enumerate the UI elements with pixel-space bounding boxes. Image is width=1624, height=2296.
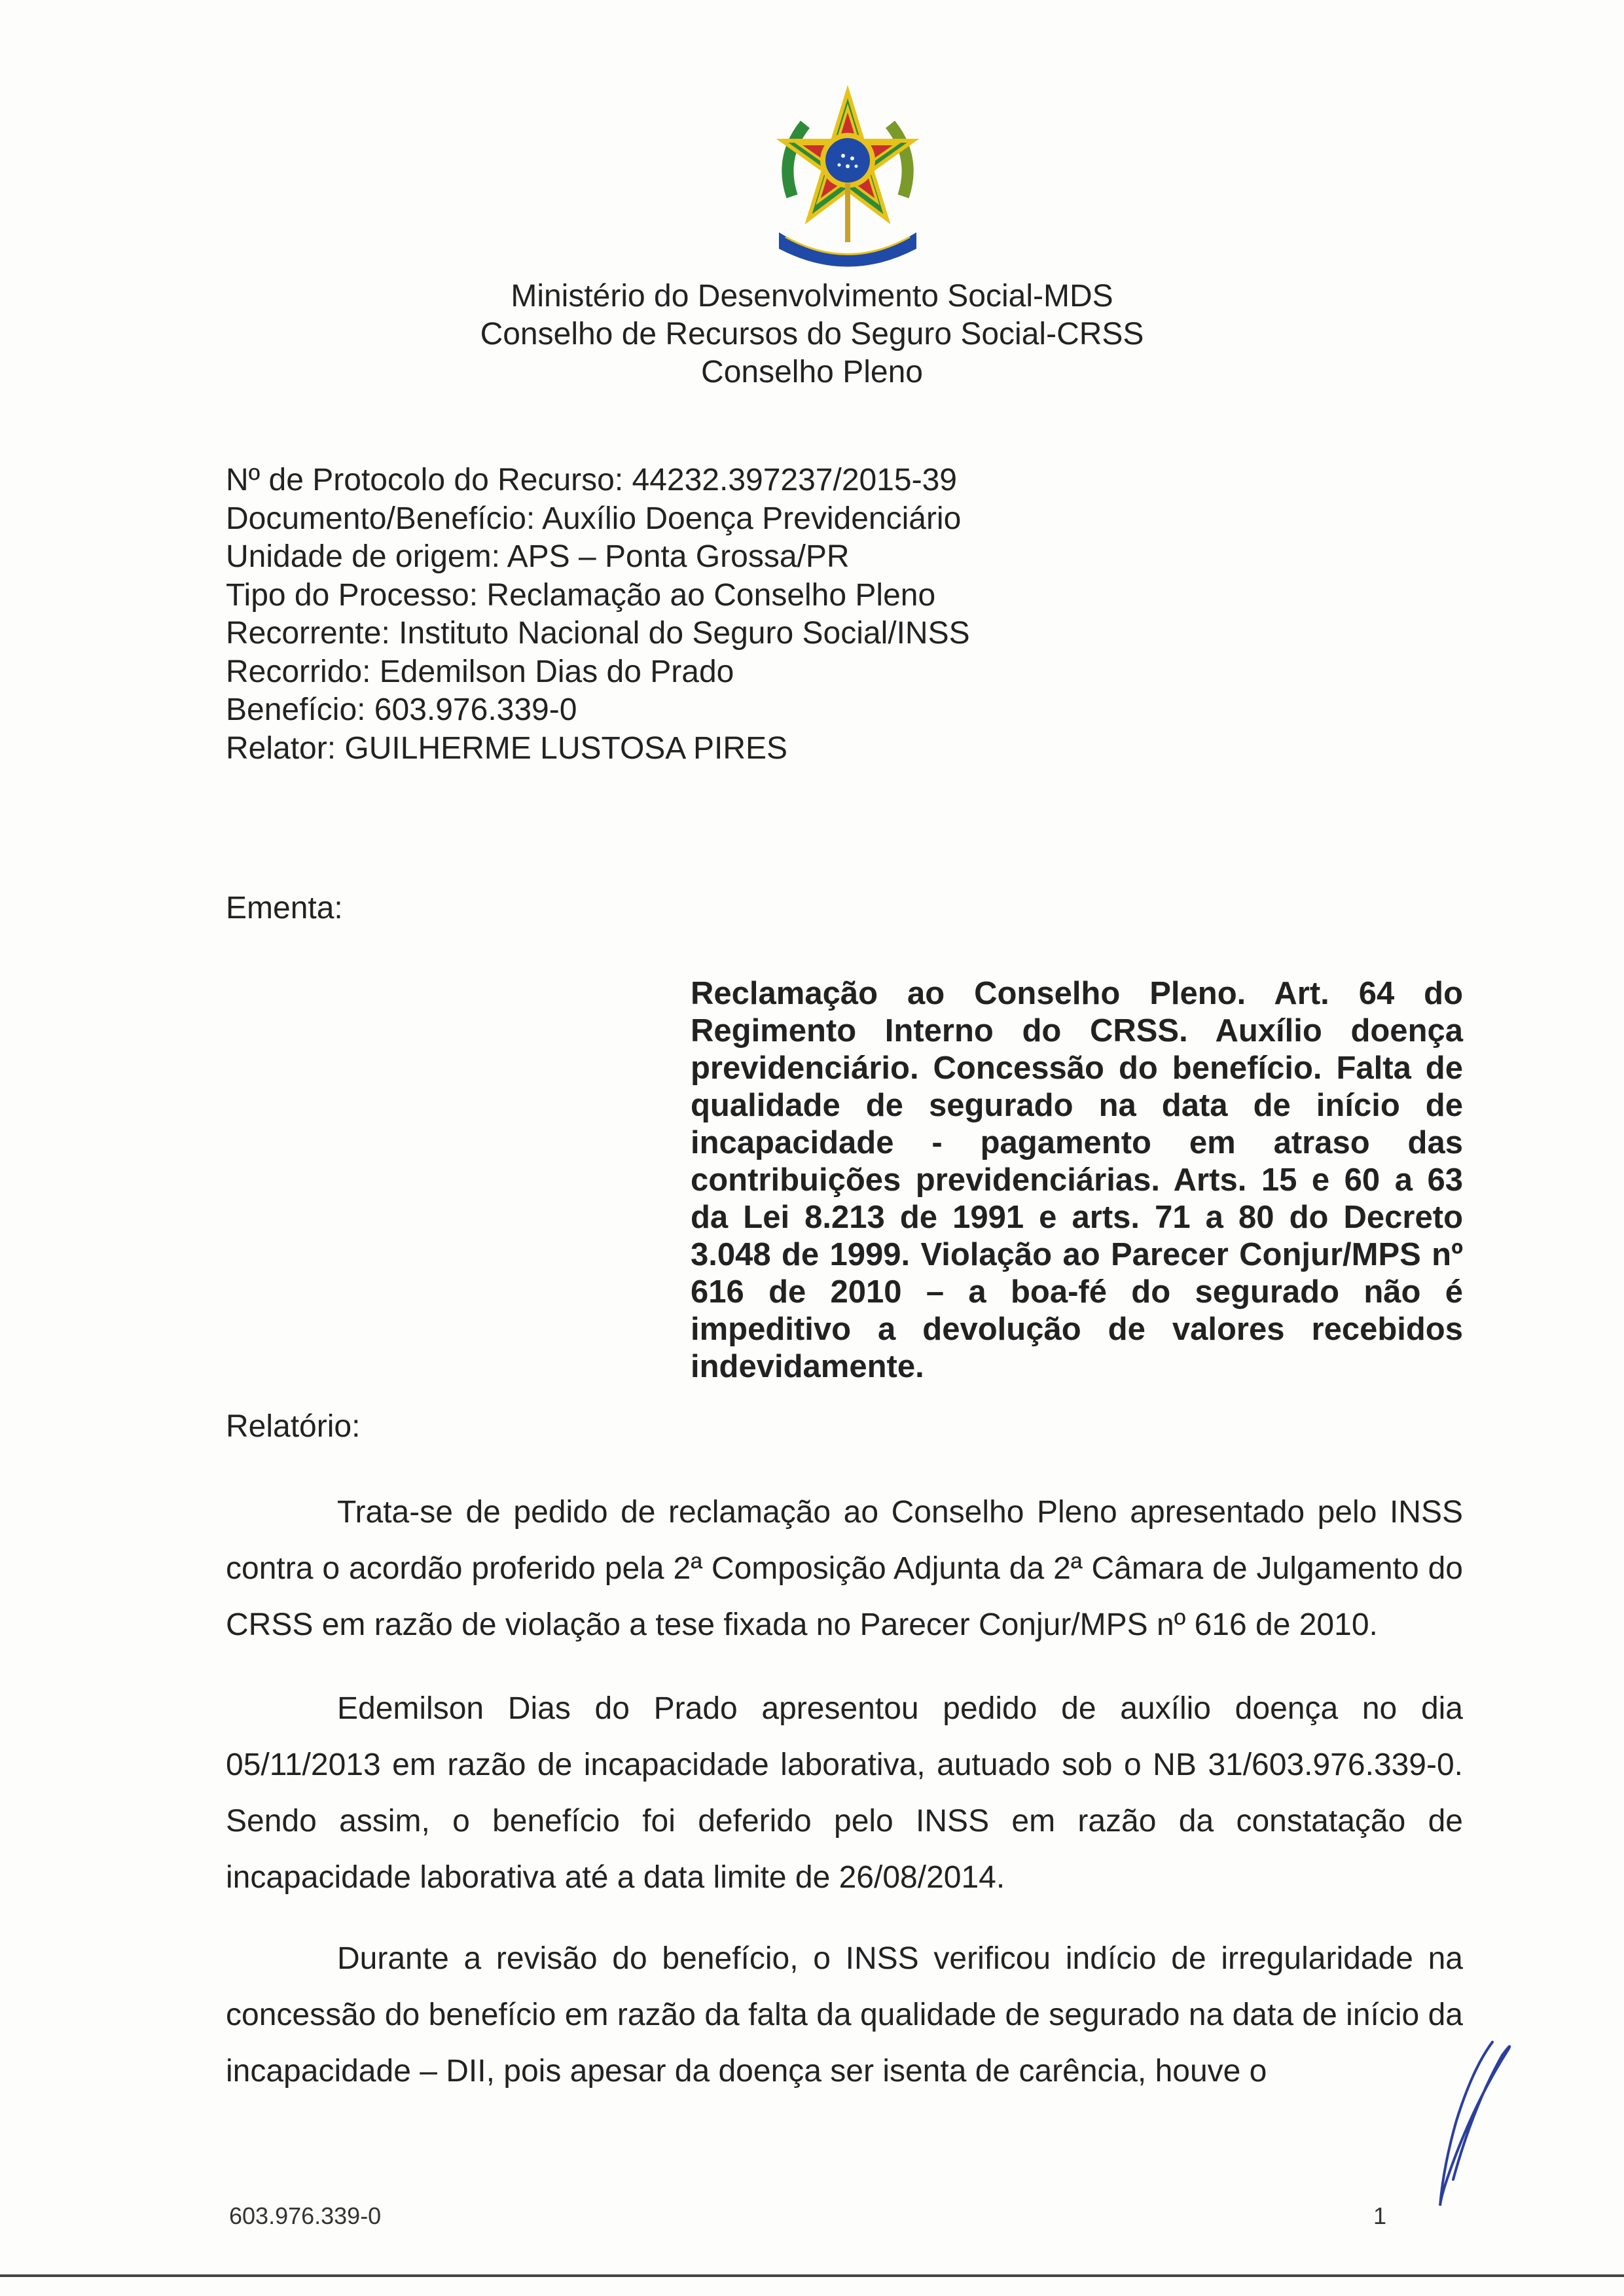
meta-appellee: Recorrido: Edemilson Dias do Prado — [226, 654, 734, 689]
brazil-coat-of-arms-emblem — [766, 85, 929, 275]
relatorio-paragraph: Edemilson Dias do Prado apresentou pedido de auxílio doença no dia 05/11/2013 em razão de incapacidade laborativa, autuado sob o NB 31/603.976.339-0. Sendo assim, o benefício foi deferido pelo INSS em razão da constatação de incapacidade laborativa até a data limite de 26/08/2014. — [226, 1691, 1463, 1895]
page-number: 1 — [1373, 2202, 1387, 2229]
meta-document: Documento/Benefício: Auxílio Doença Previdenciário — [226, 501, 962, 536]
relatorio-paragraph: Trata-se de pedido de reclamação ao Conselho Pleno apresentado pelo INSS contra o acordão proferido pela 2ª Composição Adjunta da 2ª Câmara de Julgamento do CRSS em razão de violação a tese fixada no Parecer Conjur/MPS nº 616 de 2010. — [226, 1495, 1463, 1642]
meta-origin-unit: Unidade de origem: APS – Ponta Grossa/PR — [226, 539, 850, 574]
page-bottom-divider — [0, 2274, 1624, 2277]
header-plenary: Conselho Pleno — [701, 355, 923, 389]
relatorio-paragraph: Durante a revisão do benefício, o INSS verificou indício de irregularidade na concessão do benefício em razão da falta da qualidade de segurado na data de início da incapacidade – DII, pois apesar da doença ser isenta de carência, houve o — [226, 1941, 1463, 2089]
meta-protocol: Nº de Protocolo do Recurso: 44232.397237/2015-39 — [226, 463, 957, 497]
meta-process-type: Tipo do Processo: Reclamação ao Conselho Pleno — [226, 577, 936, 613]
case-metadata — [226, 461, 970, 768]
relatorio-heading: Relatório: — [226, 1409, 361, 1444]
header-ministry: Ministério do Desenvolvimento Social-MDS — [511, 279, 1113, 314]
meta-rapporteur: Relator: GUILHERME LUSTOSA PIRES — [226, 730, 788, 766]
ementa-text: Reclamação ao Conselho Pleno. Art. 64 do Regimento Interno do CRSS. Auxílio doença previdenciário. Concessão do benefício. Falta de qualidade de segurado na data de início de incapacidade - pagamento em atraso das contribuições previdenciárias. Arts. 15 e 60 a 63 da Lei 8.213 de 1991 e arts. 71 a 80 do Decreto 3.048 de 1999. Violação ao Parecer Conjur/MPS nº 616 de 2010 – a boa-fé do segurado não é impeditivo a devolução de valores recebidos indevidamente. — [691, 976, 1463, 1384]
meta-appellant: Recorrente: Instituto Nacional do Seguro Social/INSS — [226, 616, 970, 651]
ementa-heading: Ementa: — [226, 891, 343, 925]
header-council: Conselho de Recursos do Seguro Social-CRSS — [480, 317, 1144, 351]
footer-benefit-number: 603.976.339-0 — [229, 2202, 382, 2229]
handwritten-initial-signature — [1394, 2029, 1525, 2225]
meta-benefit: Benefício: 603.976.339-0 — [226, 692, 577, 727]
